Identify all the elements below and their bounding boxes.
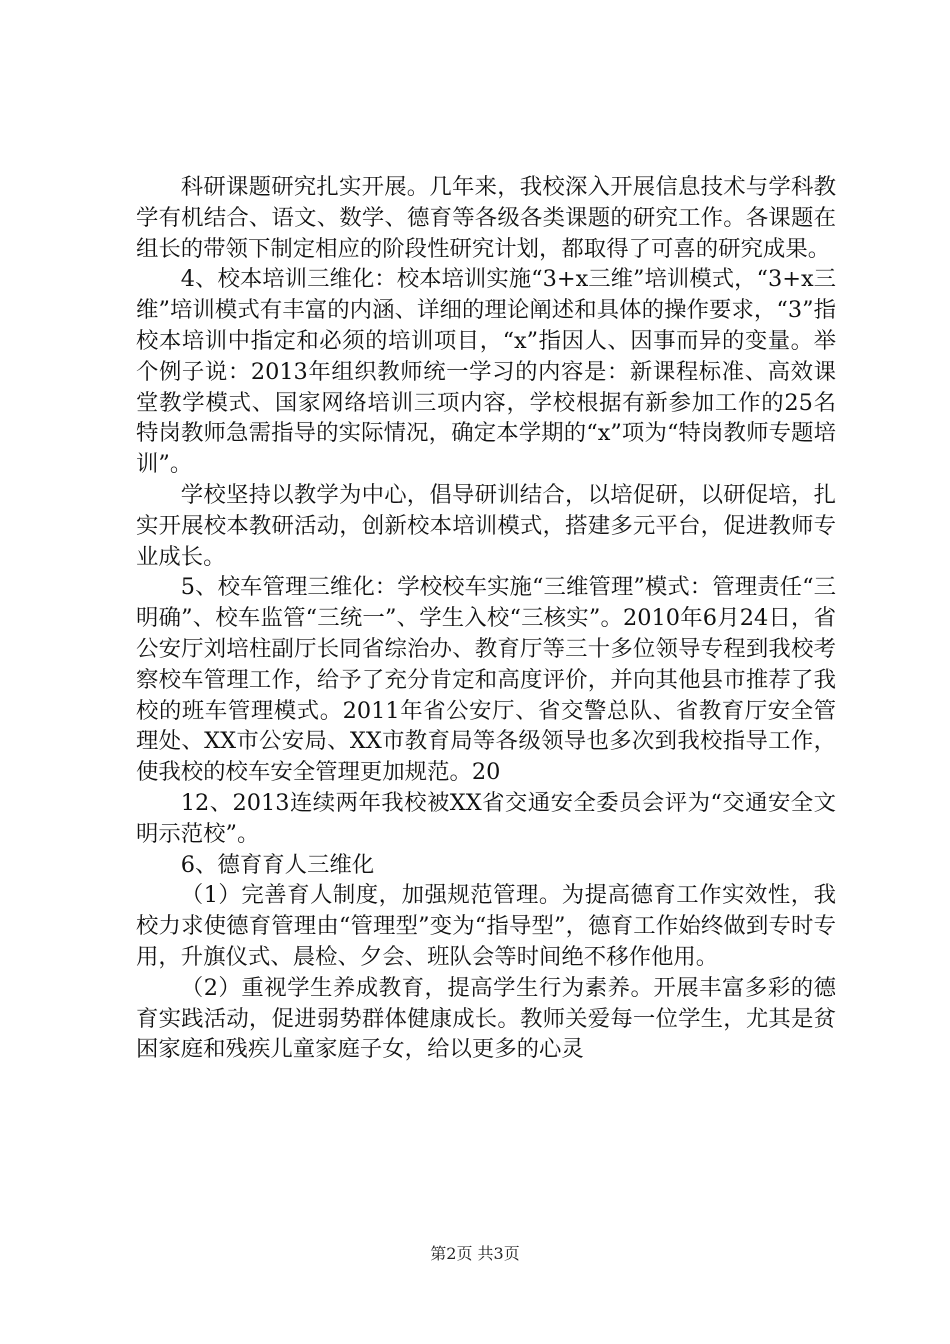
paragraph-school-training: 4、校本培训三维化：校本培训实施“3+x三维”培训模式，“3+x三维”培训模式有丰富的内涵、详细的理论阐述和具体的操作要求，“3”指校本培训中指定和必须的培训项目，“x”指因人、因事而异的变量。举个例子说：2013年组织教师统一学习的内容是：新课程标准、高效课堂教学模式、国家网络培训三项内容，学校根据有新参加工作的25名特岗教师急需指导的实际情况，确定本学期的“x”项为“特岗教师专题培训”。 xyxy=(136,266,836,478)
paragraph-research: 科研课题研究扎实开展。几年来，我校深入开展信息技术与学科教学有机结合、语文、数学、德育等各级各类课题的研究工作。各课题在组长的带领下制定相应的阶段性研究计划，都取得了可喜的研究成果。 xyxy=(136,174,836,262)
paragraph-traffic-award: 12、2013连续两年我校被XX省交通安全委员会评为“交通安全文明示范校”。 xyxy=(136,789,836,847)
paragraph-teaching-center: 学校坚持以教学为中心，倡导研训结合，以培促研，以研促培，扎实开展校本教研活动，创新校本培训模式，搭建多元平台，促进教师专业成长。 xyxy=(136,481,836,570)
document-body xyxy=(136,172,836,1065)
paragraph-student-habits: （2）重视学生养成教育，提高学生行为素养。开展丰富多彩的德育实践活动，促进弱势群体健康成长。教师关爱每一位学生，尤其是贫困家庭和残疾儿童家庭子女，给以更多的心灵 xyxy=(136,974,836,1063)
section-heading-moral-education: 6、德育育人三维化 xyxy=(180,851,375,878)
page-footer: 第2页 共3页 xyxy=(430,1244,520,1263)
paragraph-moral-system: （1）完善育人制度，加强规范管理。为提高德育工作实效性，我校力求使德育管理由“管理型”变为“指导型”，德育工作始终做到专时专用，升旗仪式、晨检、夕会、班队会等时间绝不移作他用。 xyxy=(136,882,836,970)
paragraph-school-bus: 5、校车管理三维化：学校校车实施“三维管理”模式：管理责任“三明确”、校车监管“三统一”、学生入校“三核实”。2010年6月24日，省公安厅刘培柱副厅长同省综治办、教育厅等三十多位领导专程到我校考察校车管理工作，给予了充分肯定和高度评价，并向其他县市推荐了我校的班车管理模式。2011年省公安厅、省交警总队、省教育厅安全管理处、XX市公安局、XX市教育局等各级领导也多次到我校指导工作，使我校的校车安全管理更加规范。20 xyxy=(136,574,836,786)
